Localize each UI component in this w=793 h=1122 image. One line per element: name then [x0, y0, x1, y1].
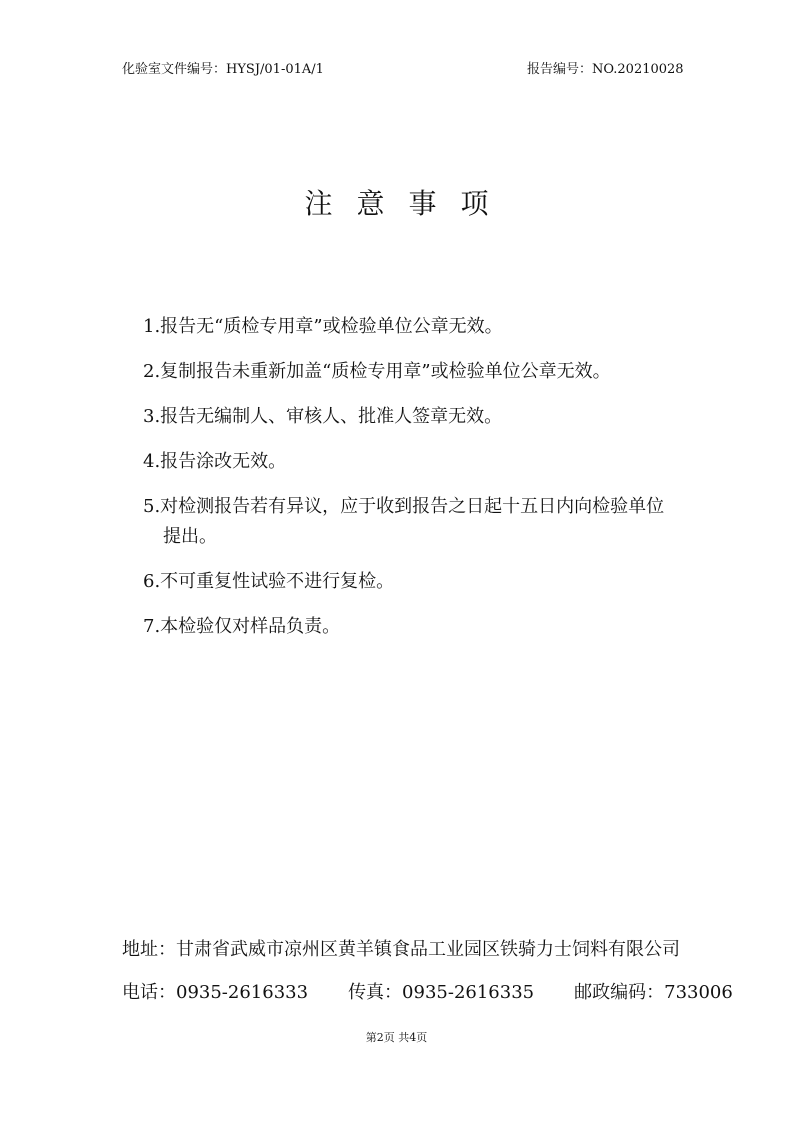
notice-text: 4.报告涂改无效。 — [143, 451, 287, 472]
fax-number: 传真：0935-2616335 — [348, 982, 535, 1003]
notice-text: 2.复制报告未重新加盖“质检专用章”或检验单位公章无效。 — [143, 361, 611, 382]
notice-item-6 — [143, 567, 763, 597]
notice-item-1 — [143, 312, 763, 342]
page-number: 第2页 共4页 — [365, 1031, 428, 1044]
notice-item-7 — [143, 612, 763, 642]
notice-item-5 — [143, 492, 763, 552]
notice-item-3 — [143, 402, 763, 432]
notice-text: 5.对检测报告若有异议，应于收到报告之日起十五日内向检验单位 — [143, 496, 665, 517]
notice-text-continued: 提出。 — [163, 526, 217, 547]
notice-item-4 — [143, 447, 763, 477]
page-title: 注意事项 — [304, 187, 513, 220]
notice-item-2 — [143, 357, 763, 387]
contact-line — [122, 978, 733, 1004]
notice-text: 7.本检验仅对样品负责。 — [143, 616, 341, 637]
notice-text: 6.不可重复性试验不进行复检。 — [143, 571, 395, 592]
phone-number: 电话：0935-2616333 — [122, 982, 309, 1003]
notice-text: 1.报告无“质检专用章”或检验单位公章无效。 — [143, 316, 503, 337]
postal-code: 邮政编码：733006 — [574, 982, 733, 1003]
notice-text: 3.报告无编制人、审核人、批准人签章无效。 — [143, 406, 503, 427]
notice-list — [143, 312, 763, 657]
lab-file-number: 化验室文件编号：HYSJ/01-01A/1 — [122, 62, 324, 77]
report-number: 报告编号：NO.20210028 — [527, 62, 684, 77]
company-address: 地址：甘肃省武威市凉州区黄羊镇食品工业园区铁骑力士饲料有限公司 — [122, 939, 680, 960]
